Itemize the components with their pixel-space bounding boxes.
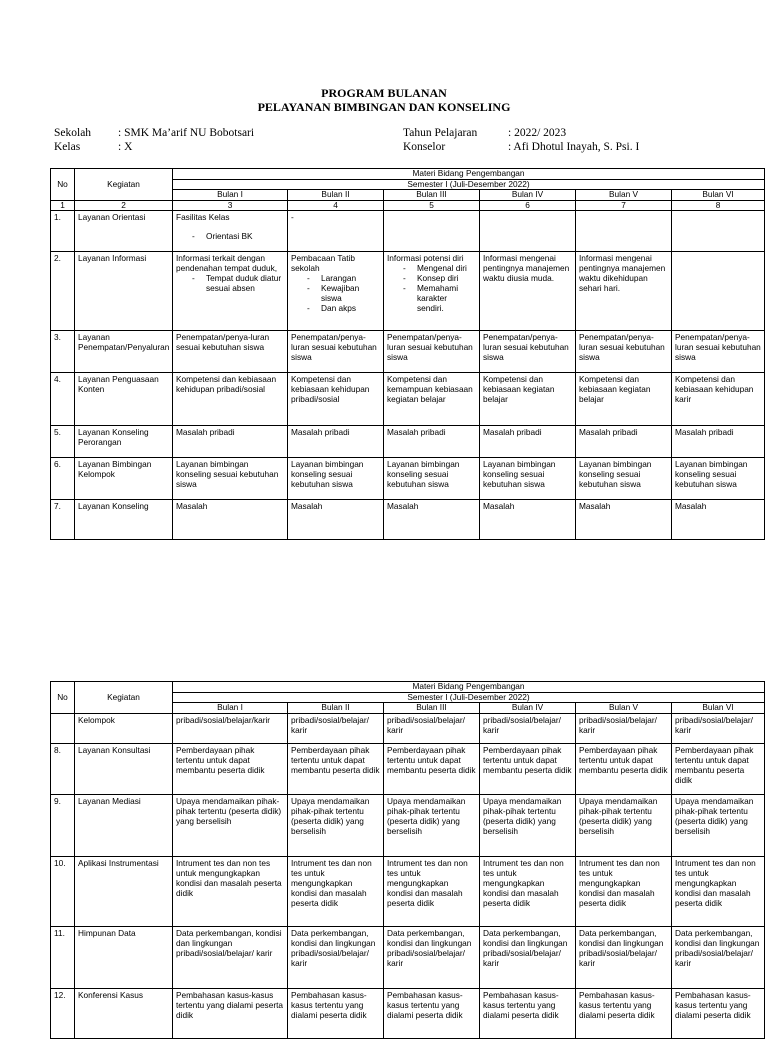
value-konselor: : Afi Dhotul Inayah, S. Psi. I: [508, 141, 640, 153]
row-cell: Pemberdayaan pihak tertentu untuk dapat membantu peserta didik: [173, 743, 288, 794]
dash-list: [176, 231, 284, 241]
table-row: [51, 926, 765, 988]
header-bulan-4: Bulan IV: [480, 190, 576, 201]
row-no: 10.: [51, 856, 75, 926]
header-bulan-5: Bulan V: [576, 703, 672, 714]
row-cell: Penempatan/penya-luran sesuai kebutuhan siswa: [384, 331, 480, 373]
dash-list: [291, 273, 380, 313]
row-cell: [384, 211, 480, 252]
value-kelas: : X: [118, 141, 133, 153]
row-cell: Upaya mendamaikan pihak-pihak tertentu (peserta didik) yang berselisih: [384, 794, 480, 856]
row-no: 1.: [51, 211, 75, 252]
row-cell: Upaya mendamaikan pihak-pihak tertentu (peserta didik) yang berselisih: [672, 794, 765, 856]
list-item: - Konsep diri: [403, 273, 476, 283]
row-cell: Pembahasan kasus-kasus tertentu yang dialami peserta didik: [173, 988, 288, 1038]
row-cell: Layanan bimbingan konseling sesuai kebutuhan siswa: [173, 458, 288, 500]
document-title: PROGRAM BULANAN: [321, 86, 447, 100]
row-kegiatan: Layanan Informasi: [75, 252, 173, 331]
row-cell: Intrument tes dan non tes untuk mengungkapkan kondisi dan masalah peserta didik: [173, 856, 288, 926]
header-materi: Materi Bidang Pengembangan: [173, 682, 765, 693]
table-row: [51, 211, 765, 252]
row-cell: Penempatan/penya-luran sesuai kebutuhan siswa: [288, 331, 384, 373]
row-cell: Masalah: [480, 500, 576, 540]
header-bulan-6: Bulan VI: [672, 190, 765, 201]
row-cell: pribadi/sosial/belajar/karir: [173, 713, 288, 743]
header-no: No: [51, 682, 75, 714]
row-cell: Pembahasan kasus-kasus tertentu yang dialami peserta didik: [288, 988, 384, 1038]
table-row: [51, 713, 765, 743]
list-item: - Kewajiban siswa: [307, 283, 380, 303]
row-cell: Masalah: [288, 500, 384, 540]
table-row: [51, 458, 765, 500]
row-cell: Pemberdayaan pihak tertentu untuk dapat membantu peserta didik: [576, 743, 672, 794]
row-cell: [480, 211, 576, 252]
row-cell: Intrument tes dan non tes untuk mengungkapkan kondisi dan masalah peserta didik: [384, 856, 480, 926]
row-cell: Upaya mendamaikan pihak-pihak tertentu (peserta didik) yang berselisih: [576, 794, 672, 856]
header-bulan-1: Bulan I: [173, 190, 288, 201]
row-cell: Layanan bimbingan konseling sesuai kebutuhan siswa: [576, 458, 672, 500]
row-cell: Masalah pribadi: [576, 426, 672, 458]
row-kegiatan: Himpunan Data: [75, 926, 173, 988]
row-no: 4.: [51, 373, 75, 426]
label-kelas: Kelas: [54, 141, 81, 153]
list-item: - Larangan: [307, 273, 380, 283]
label-konselor: Konselor: [403, 141, 446, 153]
table-row: [51, 856, 765, 926]
row-cell: Masalah: [576, 500, 672, 540]
header-bulan-2: Bulan II: [288, 703, 384, 714]
header-bulan-2: Bulan II: [288, 190, 384, 201]
label-sekolah: Sekolah: [54, 127, 92, 139]
row-cell: Masalah pribadi: [480, 426, 576, 458]
row-cell: Intrument tes dan non tes untuk mengungkapkan kondisi dan masalah peserta didik: [576, 856, 672, 926]
row-cell: pribadi/sosial/belajar/ karir: [288, 713, 384, 743]
row-cell: Masalah pribadi: [288, 426, 384, 458]
row-cell: Masalah: [384, 500, 480, 540]
row-cell: Layanan bimbingan konseling sesuai kebutuhan siswa: [480, 458, 576, 500]
index-cell: 6: [480, 200, 576, 211]
header-semester: Semester I (Juli-Desember 2022): [173, 179, 765, 190]
row-cell: Data perkembangan, kondisi dan lingkungan pribadi/sosial/belajar/ karir: [173, 926, 288, 988]
header-bulan-6: Bulan VI: [672, 703, 765, 714]
document-page-1: [0, 0, 768, 511]
row-cell: Masalah: [173, 500, 288, 540]
row-cell: [173, 252, 288, 331]
row-kegiatan: Layanan Mediasi: [75, 794, 173, 856]
row-cell: Intrument tes dan non tes untuk mengungkapkan kondisi dan masalah peserta didik: [288, 856, 384, 926]
table-row: [51, 426, 765, 458]
row-cell: [384, 252, 480, 331]
row-cell: Kompetensi dan kebiasaan kehidupan pribadi/sosial: [288, 373, 384, 426]
header-bulan-1: Bulan I: [173, 703, 288, 714]
row-cell: Masalah: [672, 500, 765, 540]
row-cell: Pembahasan kasus-kasus tertentu yang dialami peserta didik: [576, 988, 672, 1038]
header-no: No: [51, 169, 75, 201]
index-cell: 5: [384, 200, 480, 211]
row-cell: Penempatan/penya-luran sesuai kebutuhan siswa: [672, 331, 765, 373]
row-cell: pribadi/sosial/belajar/ karir: [480, 713, 576, 743]
row-cell: [576, 211, 672, 252]
cell-text: Fasilitas Kelas: [176, 212, 230, 222]
header-kegiatan: Kegiatan: [75, 169, 173, 201]
row-no: 12.: [51, 988, 75, 1038]
table-row: [51, 373, 765, 426]
value-sekolah: : SMK Ma’arif NU Bobotsari: [118, 127, 255, 139]
row-cell: Intrument tes dan non tes untuk mengungkapkan kondisi dan masalah peserta didik: [672, 856, 765, 926]
row-cell: Pemberdayaan pihak tertentu untuk dapat membantu peserta didik: [672, 743, 765, 794]
table-row: [51, 794, 765, 856]
table-row: [51, 988, 765, 1038]
list-item: - Dan akps: [307, 303, 380, 313]
row-kegiatan: Layanan Bimbingan Kelompok: [75, 458, 173, 500]
row-cell: [173, 211, 288, 252]
row-cell: -: [288, 211, 384, 252]
dash-list: [387, 263, 476, 313]
index-cell: 8: [672, 200, 765, 211]
cell-text: Informasi potensi diri: [387, 253, 464, 263]
row-kegiatan: Konferensi Kasus: [75, 988, 173, 1038]
row-no: 9.: [51, 794, 75, 856]
index-cell: 1: [51, 200, 75, 211]
row-cell: pribadi/sosial/belajar/ karir: [576, 713, 672, 743]
row-cell: Penempatan/penya-luran sesuai kebutuhan siswa: [576, 331, 672, 373]
index-cell: 3: [173, 200, 288, 211]
table-row: [51, 331, 765, 373]
cell-text: Informasi terkait dengan pendenahan tempat duduk,: [176, 253, 278, 273]
row-kegiatan: Kelompok: [75, 713, 173, 743]
row-no: 6.: [51, 458, 75, 500]
row-cell: Masalah pribadi: [173, 426, 288, 458]
table-row: [51, 252, 765, 331]
program-table-page-1: [50, 168, 765, 540]
header-bulan-3: Bulan III: [384, 190, 480, 201]
row-cell: Layanan bimbingan konseling sesuai kebutuhan siswa: [288, 458, 384, 500]
row-cell: Pembahasan kasus-kasus tertentu yang dialami peserta didik: [384, 988, 480, 1038]
row-kegiatan: Layanan Penempatan/Penyaluran: [75, 331, 173, 373]
index-cell: 4: [288, 200, 384, 211]
row-kegiatan: Aplikasi Instrumentasi: [75, 856, 173, 926]
label-tahun-pelajaran: Tahun Pelajaran: [403, 127, 478, 139]
row-cell: Kompetensi dan kebiasaan kegiatan belajar: [576, 373, 672, 426]
row-kegiatan: Layanan Konseling: [75, 500, 173, 540]
row-cell: Data perkembangan, kondisi dan lingkungan pribadi/sosial/belajar/ karir: [288, 926, 384, 988]
row-cell: Data perkembangan, kondisi dan lingkungan pribadi/sosial/belajar/ karir: [576, 926, 672, 988]
row-kegiatan: Layanan Konseling Perorangan: [75, 426, 173, 458]
row-cell: Upaya mendamaikan pihak-pihak tertentu (peserta didik) yang berselisih: [288, 794, 384, 856]
row-cell: Informasi mengenai pentingnya manajemen waktu dikehidupan sehari hari.: [576, 252, 672, 331]
row-cell: Upaya mendamaikan pihak-pihak tertentu (peserta didik) yang berselisih: [480, 794, 576, 856]
header-bulan-5: Bulan V: [576, 190, 672, 201]
list-item: - Orientasi BK: [192, 231, 284, 241]
row-cell: Masalah pribadi: [672, 426, 765, 458]
row-no: 2.: [51, 252, 75, 331]
row-kegiatan: Layanan Orientasi: [75, 211, 173, 252]
row-cell: Pembahasan kasus-kasus tertentu yang dialami peserta didik: [480, 988, 576, 1038]
header-kegiatan: Kegiatan: [75, 682, 173, 714]
value-tahun-pelajaran: : 2022/ 2023: [508, 127, 567, 139]
program-table-page-2: [50, 681, 765, 1039]
row-cell: [672, 252, 765, 331]
list-item: - Mengenal diri: [403, 263, 476, 273]
row-cell: Upaya mendamaikan pihak-pihak tertentu (peserta didik) yang berselisih: [173, 794, 288, 856]
row-cell: Pemberdayaan pihak tertentu untuk dapat membantu peserta didik: [384, 743, 480, 794]
row-cell: Informasi mengenai pentingnya manajemen waktu diusia muda.: [480, 252, 576, 331]
row-cell: Data perkembangan, kondisi dan lingkungan pribadi/sosial/belajar/ karir: [384, 926, 480, 988]
row-cell: Pembahasan kasus-kasus tertentu yang dialami peserta didik: [672, 988, 765, 1038]
row-cell: Data perkembangan, kondisi dan lingkungan pribadi/sosial/belajar/ karir: [480, 926, 576, 988]
table-row: [51, 743, 765, 794]
row-cell: [288, 252, 384, 331]
table-row: [51, 500, 765, 540]
row-no: 3.: [51, 331, 75, 373]
dash-list: [176, 273, 284, 293]
row-cell: Masalah pribadi: [384, 426, 480, 458]
row-cell: Kompetensi dan kebiasaan kehidupan karir: [672, 373, 765, 426]
row-cell: pribadi/sosial/belajar/ karir: [384, 713, 480, 743]
document-page-2: [0, 672, 768, 1024]
row-no: 7.: [51, 500, 75, 540]
header-semester: Semester I (Juli-Desember 2022): [173, 692, 765, 703]
row-no: 5.: [51, 426, 75, 458]
row-cell: Penempatan/penya-luran sesuai kebutuhan siswa: [173, 331, 288, 373]
cell-text: Pembacaan Tatib sekolah: [291, 253, 355, 273]
row-cell: [672, 211, 765, 252]
column-index-row: [51, 200, 765, 211]
row-cell: Pemberdayaan pihak tertentu untuk dapat membantu peserta didik: [480, 743, 576, 794]
row-kegiatan: Layanan Penguasaan Konten: [75, 373, 173, 426]
row-cell: Layanan bimbingan konseling sesuai kebutuhan siswa: [672, 458, 765, 500]
header-bulan-3: Bulan III: [384, 703, 480, 714]
row-cell: Penempatan/penya-luran sesuai kebutuhan siswa: [480, 331, 576, 373]
row-cell: Kompetensi dan kebiasaan kehidupan pribadi/sosial: [173, 373, 288, 426]
row-cell: Pemberdayaan pihak tertentu untuk dapat membantu peserta didik: [288, 743, 384, 794]
header-bulan-4: Bulan IV: [480, 703, 576, 714]
row-no: [51, 713, 75, 743]
index-cell: 7: [576, 200, 672, 211]
document-subtitle: PELAYANAN BIMBINGAN DAN KONSELING: [257, 100, 511, 114]
row-no: 11.: [51, 926, 75, 988]
row-cell: Layanan bimbingan konseling sesuai kebutuhan siswa: [384, 458, 480, 500]
row-cell: pribadi/sosial/belajar/ karir: [672, 713, 765, 743]
row-cell: Data perkembangan, kondisi dan lingkungan pribadi/sosial/belajar/ karir: [672, 926, 765, 988]
index-cell: 2: [75, 200, 173, 211]
row-cell: Kompetensi dan kebiasaan kegiatan belajar: [480, 373, 576, 426]
list-item: - Memahami karakter sendiri.: [403, 283, 476, 313]
row-no: 8.: [51, 743, 75, 794]
row-cell: Kompetensi dan kemampuan kebiasaan kegiatan belajar: [384, 373, 480, 426]
row-cell: Intrument tes dan non tes untuk mengungkapkan kondisi dan masalah peserta didik: [480, 856, 576, 926]
header-materi: Materi Bidang Pengembangan: [173, 169, 765, 180]
list-item: - Tempat duduk diatur sesuai absen: [192, 273, 284, 293]
row-kegiatan: Layanan Konsultasi: [75, 743, 173, 794]
